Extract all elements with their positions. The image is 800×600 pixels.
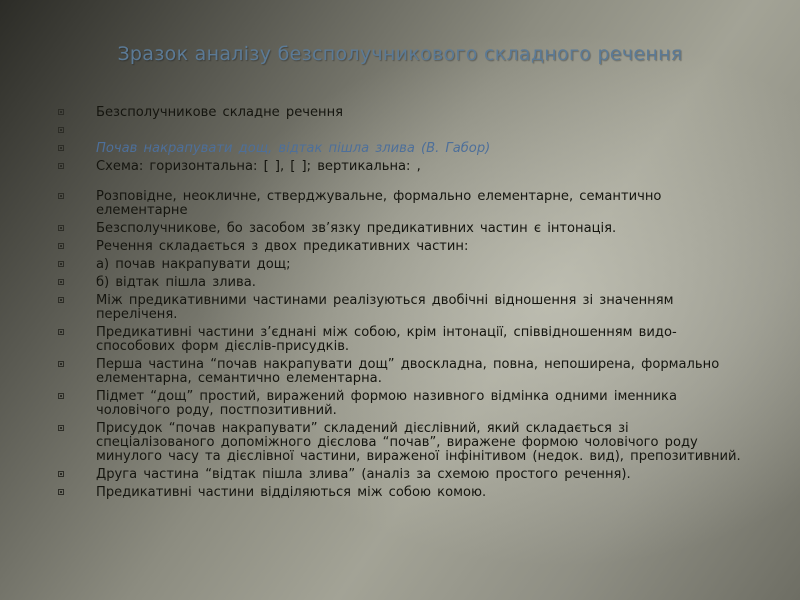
list-item xyxy=(56,276,746,290)
list-item xyxy=(56,160,746,174)
square-bullet-icon xyxy=(58,329,64,335)
square-bullet-icon xyxy=(58,145,64,151)
square-bullet-icon xyxy=(58,127,64,133)
list-item xyxy=(56,486,746,500)
square-bullet-icon xyxy=(58,225,64,231)
list-item-text: Присудок “почав накрапувати” складений дієслівний, який складається зі спеціалізованого допоміжного дієслова “почав”, виражене формою чоловічого роду минулого часу та дієслівної частини, вираженої інфінітивом (недок. вид), препозитивний. xyxy=(96,421,741,464)
list-item xyxy=(56,294,746,322)
square-bullet-icon xyxy=(58,109,64,115)
square-bullet-icon xyxy=(58,193,64,199)
list-item xyxy=(56,124,746,138)
list-item-example xyxy=(56,142,746,156)
list-item xyxy=(56,222,746,236)
square-bullet-icon xyxy=(58,361,64,367)
list-item-text: Перша частина “почав накрапувати дощ” двоскладна, повна, непоширена, формально елементарна, семантично елементарна. xyxy=(96,357,720,386)
list-item xyxy=(56,326,746,354)
list-item xyxy=(56,468,746,482)
square-bullet-icon xyxy=(58,489,64,495)
square-bullet-icon xyxy=(58,163,64,169)
list-item-text: Підмет “дощ” простий, виражений формою називного відмінка одними іменника чоловічого роду, постпозитивний. xyxy=(96,389,677,418)
list-item-text: Схема: горизонтальна: [ ], [ ]; вертикальна: , xyxy=(96,159,421,174)
square-bullet-icon xyxy=(58,425,64,431)
square-bullet-icon xyxy=(58,471,64,477)
list-item xyxy=(56,258,746,272)
list-item-text: б) відтак пішла злива. xyxy=(96,275,256,290)
square-bullet-icon xyxy=(58,297,64,303)
list-item-text: а) почав накрапувати дощ; xyxy=(96,257,291,272)
square-bullet-icon xyxy=(58,261,64,267)
list-item-text: Речення складається з двох предикативних частин: xyxy=(96,239,469,254)
example-sentence: Почав накрапувати дощ, відтак пішла злива (В. Габор) xyxy=(96,141,491,156)
list-item-text: Розповідне, неокличне, стверджувальне, формально елементарне, семантично елементарне xyxy=(96,189,662,218)
list-item xyxy=(56,390,746,418)
list-item xyxy=(56,422,746,464)
list-item xyxy=(56,358,746,386)
square-bullet-icon xyxy=(58,393,64,399)
square-bullet-icon xyxy=(58,243,64,249)
list-item-text: Предикативні частини з’єднані між собою, крім інтонації, співвідношенням видо-способових форм дієслів-присудків. xyxy=(96,325,677,354)
list-item xyxy=(56,240,746,254)
bullet-list xyxy=(56,106,746,504)
square-bullet-icon xyxy=(58,279,64,285)
list-item-text: Між предикативними частинами реалізуються двобічні відношення зі значенням переліченя. xyxy=(96,293,674,322)
list-item xyxy=(56,106,746,120)
list-item-text: Безсполучникове, бо засобом зв’язку предикативних частин є інтонація. xyxy=(96,221,617,236)
list-item-text: Друга частина “відтак пішла злива” (аналіз за схемою простого речення). xyxy=(96,467,631,482)
list-item-text: Предикативні частини відділяються між собою комою. xyxy=(96,485,487,500)
list-item xyxy=(56,190,746,218)
list-item-text: Безсполучникове складне речення xyxy=(96,105,344,120)
slide-title: Зразок аналізу безсполучникового складного речення xyxy=(117,43,683,65)
